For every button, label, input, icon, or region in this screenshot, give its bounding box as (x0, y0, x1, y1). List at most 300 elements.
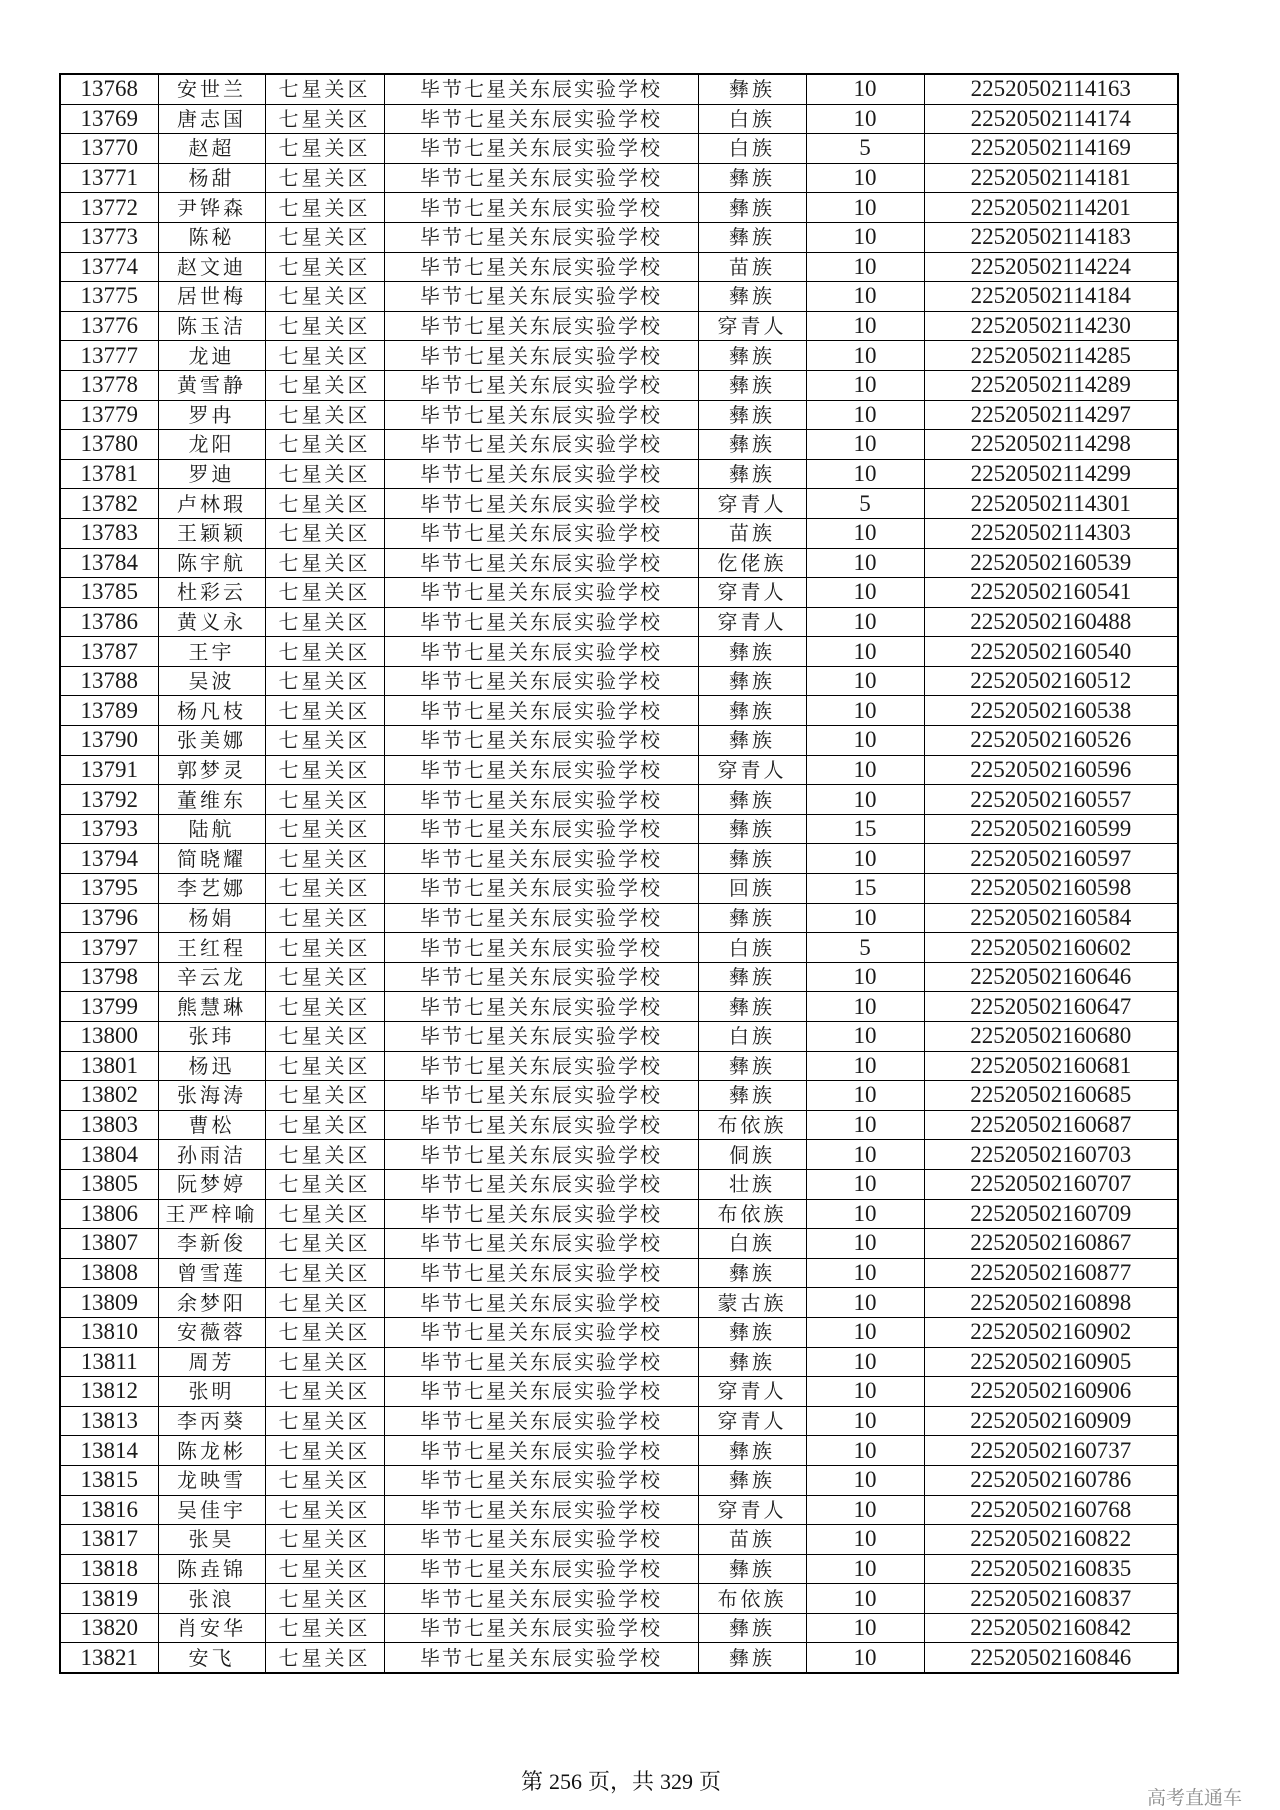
table-row (60, 607, 1178, 637)
name-cell: 陈龙彬 (158, 1436, 265, 1466)
table-row (60, 1317, 1178, 1347)
exam-id-cell: 22520502160646 (924, 962, 1178, 992)
school-cell: 毕节七星关东辰实验学校 (384, 1465, 698, 1495)
school-cell: 毕节七星关东辰实验学校 (384, 370, 698, 400)
ethnicity-cell: 穿青人 (698, 1495, 806, 1525)
table-row (60, 1169, 1178, 1199)
exam-id-cell: 22520502114289 (924, 370, 1178, 400)
name-cell: 安飞 (158, 1643, 265, 1673)
bonus-cell: 10 (806, 607, 924, 637)
district-cell: 七星关区 (265, 755, 384, 785)
name-cell: 龙迪 (158, 341, 265, 371)
seq-cell: 13783 (60, 518, 158, 548)
district-cell: 七星关区 (265, 1288, 384, 1318)
seq-cell: 13800 (60, 1022, 158, 1052)
district-cell: 七星关区 (265, 962, 384, 992)
exam-id-cell: 22520502160877 (924, 1258, 1178, 1288)
name-cell: 肖安华 (158, 1613, 265, 1643)
seq-cell: 13790 (60, 726, 158, 756)
bonus-cell: 10 (806, 282, 924, 312)
school-cell: 毕节七星关东辰实验学校 (384, 696, 698, 726)
school-cell: 毕节七星关东辰实验学校 (384, 1288, 698, 1318)
school-cell: 毕节七星关东辰实验学校 (384, 992, 698, 1022)
seq-cell: 13814 (60, 1436, 158, 1466)
school-cell: 毕节七星关东辰实验学校 (384, 1377, 698, 1407)
school-cell: 毕节七星关东辰实验学校 (384, 962, 698, 992)
table-row (60, 1199, 1178, 1229)
bonus-cell: 10 (806, 992, 924, 1022)
school-cell: 毕节七星关东辰实验学校 (384, 1140, 698, 1170)
seq-cell: 13819 (60, 1584, 158, 1614)
district-cell: 七星关区 (265, 134, 384, 164)
school-cell: 毕节七星关东辰实验学校 (384, 1643, 698, 1673)
bonus-cell: 10 (806, 341, 924, 371)
seq-cell: 13789 (60, 696, 158, 726)
name-cell: 李丙葵 (158, 1406, 265, 1436)
name-cell: 罗冉 (158, 400, 265, 430)
bonus-cell: 10 (806, 726, 924, 756)
ethnicity-cell: 布依族 (698, 1584, 806, 1614)
bonus-cell: 10 (806, 1258, 924, 1288)
bonus-cell: 10 (806, 370, 924, 400)
ethnicity-cell: 彝族 (698, 1081, 806, 1111)
ethnicity-cell: 彝族 (698, 844, 806, 874)
district-cell: 七星关区 (265, 1051, 384, 1081)
school-cell: 毕节七星关东辰实验学校 (384, 1584, 698, 1614)
table-row (60, 1613, 1178, 1643)
name-cell: 王宇 (158, 637, 265, 667)
district-cell: 七星关区 (265, 666, 384, 696)
district-cell: 七星关区 (265, 696, 384, 726)
ethnicity-cell: 蒙古族 (698, 1288, 806, 1318)
bonus-cell: 10 (806, 1199, 924, 1229)
district-cell: 七星关区 (265, 1643, 384, 1673)
bonus-cell: 10 (806, 1022, 924, 1052)
seq-cell: 13788 (60, 666, 158, 696)
table-row (60, 755, 1178, 785)
seq-cell: 13772 (60, 193, 158, 223)
bonus-cell: 10 (806, 844, 924, 874)
seq-cell: 13810 (60, 1317, 158, 1347)
name-cell: 阮梦婷 (158, 1169, 265, 1199)
name-cell: 王颖颖 (158, 518, 265, 548)
school-cell: 毕节七星关东辰实验学校 (384, 400, 698, 430)
district-cell: 七星关区 (265, 459, 384, 489)
school-cell: 毕节七星关东辰实验学校 (384, 548, 698, 578)
school-cell: 毕节七星关东辰实验学校 (384, 104, 698, 134)
name-cell: 张浪 (158, 1584, 265, 1614)
district-cell: 七星关区 (265, 518, 384, 548)
name-cell: 熊慧琳 (158, 992, 265, 1022)
name-cell: 安世兰 (158, 74, 265, 104)
district-cell: 七星关区 (265, 844, 384, 874)
table-row (60, 962, 1178, 992)
school-cell: 毕节七星关东辰实验学校 (384, 1495, 698, 1525)
bonus-cell: 10 (806, 1051, 924, 1081)
bonus-cell: 10 (806, 578, 924, 608)
district-cell: 七星关区 (265, 1110, 384, 1140)
ethnicity-cell: 彝族 (698, 962, 806, 992)
name-cell: 李艺娜 (158, 874, 265, 904)
name-cell: 周芳 (158, 1347, 265, 1377)
ethnicity-cell: 穿青人 (698, 1377, 806, 1407)
exam-id-cell: 22520502114181 (924, 163, 1178, 193)
seq-cell: 13804 (60, 1140, 158, 1170)
bonus-cell: 10 (806, 222, 924, 252)
school-cell: 毕节七星关东辰实验学校 (384, 726, 698, 756)
ethnicity-cell: 白族 (698, 933, 806, 963)
bonus-cell: 10 (806, 548, 924, 578)
district-cell: 七星关区 (265, 1140, 384, 1170)
ethnicity-cell: 彝族 (698, 222, 806, 252)
table-row (60, 1288, 1178, 1318)
bonus-cell: 10 (806, 1140, 924, 1170)
exam-id-cell: 22520502160680 (924, 1022, 1178, 1052)
exam-id-cell: 22520502114169 (924, 134, 1178, 164)
ethnicity-cell: 布依族 (698, 1199, 806, 1229)
bonus-cell: 5 (806, 489, 924, 519)
school-cell: 毕节七星关东辰实验学校 (384, 785, 698, 815)
district-cell: 七星关区 (265, 74, 384, 104)
ethnicity-cell: 彝族 (698, 903, 806, 933)
seq-cell: 13779 (60, 400, 158, 430)
name-cell: 杨娟 (158, 903, 265, 933)
name-cell: 杨甜 (158, 163, 265, 193)
seq-cell: 13799 (60, 992, 158, 1022)
table-row (60, 548, 1178, 578)
school-cell: 毕节七星关东辰实验学校 (384, 814, 698, 844)
seq-cell: 13770 (60, 134, 158, 164)
table-row (60, 1436, 1178, 1466)
school-cell: 毕节七星关东辰实验学校 (384, 1022, 698, 1052)
school-cell: 毕节七星关东辰实验学校 (384, 844, 698, 874)
watermark-text: 高考直通车 (1147, 1787, 1243, 1809)
bonus-cell: 10 (806, 193, 924, 223)
district-cell: 七星关区 (265, 311, 384, 341)
bonus-cell: 10 (806, 755, 924, 785)
bonus-cell: 10 (806, 1081, 924, 1111)
name-cell: 曹松 (158, 1110, 265, 1140)
exam-id-cell: 22520502160768 (924, 1495, 1178, 1525)
school-cell: 毕节七星关东辰实验学校 (384, 607, 698, 637)
district-cell: 七星关区 (265, 1081, 384, 1111)
name-cell: 黄雪静 (158, 370, 265, 400)
name-cell: 杨迅 (158, 1051, 265, 1081)
ethnicity-cell: 穿青人 (698, 1406, 806, 1436)
table-row (60, 252, 1178, 282)
exam-id-cell: 22520502160538 (924, 696, 1178, 726)
table-row (60, 726, 1178, 756)
table-row (60, 814, 1178, 844)
seq-cell: 13795 (60, 874, 158, 904)
school-cell: 毕节七星关东辰实验学校 (384, 1199, 698, 1229)
exam-id-cell: 22520502160687 (924, 1110, 1178, 1140)
exam-id-cell: 22520502160598 (924, 874, 1178, 904)
seq-cell: 13818 (60, 1554, 158, 1584)
ethnicity-cell: 彝族 (698, 696, 806, 726)
data-table (59, 73, 1179, 1674)
table-row (60, 578, 1178, 608)
ethnicity-cell: 苗族 (698, 1525, 806, 1555)
ethnicity-cell: 彝族 (698, 163, 806, 193)
exam-id-cell: 22520502160703 (924, 1140, 1178, 1170)
seq-cell: 13812 (60, 1377, 158, 1407)
exam-id-cell: 22520502160902 (924, 1317, 1178, 1347)
name-cell: 董维东 (158, 785, 265, 815)
school-cell: 毕节七星关东辰实验学校 (384, 518, 698, 548)
name-cell: 李新俊 (158, 1229, 265, 1259)
school-cell: 毕节七星关东辰实验学校 (384, 341, 698, 371)
ethnicity-cell: 白族 (698, 134, 806, 164)
school-cell: 毕节七星关东辰实验学校 (384, 311, 698, 341)
exam-id-cell: 22520502160647 (924, 992, 1178, 1022)
exam-id-cell: 22520502160898 (924, 1288, 1178, 1318)
school-cell: 毕节七星关东辰实验学校 (384, 933, 698, 963)
bonus-cell: 10 (806, 430, 924, 460)
table-row (60, 193, 1178, 223)
seq-cell: 13798 (60, 962, 158, 992)
school-cell: 毕节七星关东辰实验学校 (384, 1051, 698, 1081)
district-cell: 七星关区 (265, 370, 384, 400)
total-pages: 329 (660, 1769, 694, 1794)
bonus-cell: 15 (806, 814, 924, 844)
page-suffix: 页 (699, 1769, 722, 1794)
district-cell: 七星关区 (265, 1169, 384, 1199)
name-cell: 陈宇航 (158, 548, 265, 578)
name-cell: 唐志国 (158, 104, 265, 134)
seq-cell: 13778 (60, 370, 158, 400)
exam-id-cell: 22520502114230 (924, 311, 1178, 341)
bonus-cell: 10 (806, 1110, 924, 1140)
exam-id-cell: 22520502160846 (924, 1643, 1178, 1673)
seq-cell: 13793 (60, 814, 158, 844)
bonus-cell: 10 (806, 459, 924, 489)
seq-cell: 13780 (60, 430, 158, 460)
district-cell: 七星关区 (265, 992, 384, 1022)
exam-id-cell: 22520502160541 (924, 578, 1178, 608)
bonus-cell: 10 (806, 1377, 924, 1407)
bonus-cell: 10 (806, 1406, 924, 1436)
school-cell: 毕节七星关东辰实验学校 (384, 1317, 698, 1347)
district-cell: 七星关区 (265, 193, 384, 223)
district-cell: 七星关区 (265, 785, 384, 815)
school-cell: 毕节七星关东辰实验学校 (384, 1229, 698, 1259)
district-cell: 七星关区 (265, 341, 384, 371)
table-row (60, 1406, 1178, 1436)
bonus-cell: 15 (806, 874, 924, 904)
name-cell: 杨凡枝 (158, 696, 265, 726)
ethnicity-cell: 彝族 (698, 814, 806, 844)
seq-cell: 13809 (60, 1288, 158, 1318)
seq-cell: 13777 (60, 341, 158, 371)
bonus-cell: 10 (806, 1347, 924, 1377)
bonus-cell: 10 (806, 104, 924, 134)
district-cell: 七星关区 (265, 252, 384, 282)
school-cell: 毕节七星关东辰实验学校 (384, 637, 698, 667)
table-row (60, 1554, 1178, 1584)
ethnicity-cell: 彝族 (698, 282, 806, 312)
name-cell: 简晓耀 (158, 844, 265, 874)
seq-cell: 13797 (60, 933, 158, 963)
page-prefix: 第 (521, 1769, 544, 1794)
seq-cell: 13796 (60, 903, 158, 933)
seq-cell: 13782 (60, 489, 158, 519)
name-cell: 卢林瑕 (158, 489, 265, 519)
district-cell: 七星关区 (265, 1229, 384, 1259)
exam-id-cell: 22520502160786 (924, 1465, 1178, 1495)
district-cell: 七星关区 (265, 489, 384, 519)
name-cell: 余梦阳 (158, 1288, 265, 1318)
table-row (60, 1495, 1178, 1525)
table-row (60, 1377, 1178, 1407)
name-cell: 罗迪 (158, 459, 265, 489)
district-cell: 七星关区 (265, 400, 384, 430)
exam-id-cell: 22520502160599 (924, 814, 1178, 844)
district-cell: 七星关区 (265, 1584, 384, 1614)
table-row (60, 874, 1178, 904)
district-cell: 七星关区 (265, 222, 384, 252)
exam-id-cell: 22520502114299 (924, 459, 1178, 489)
exam-id-cell: 22520502160526 (924, 726, 1178, 756)
name-cell: 居世梅 (158, 282, 265, 312)
seq-cell: 13784 (60, 548, 158, 578)
exam-id-cell: 22520502114224 (924, 252, 1178, 282)
exam-id-cell: 22520502160596 (924, 755, 1178, 785)
bonus-cell: 5 (806, 933, 924, 963)
exam-id-cell: 22520502160737 (924, 1436, 1178, 1466)
ethnicity-cell: 彝族 (698, 430, 806, 460)
school-cell: 毕节七星关东辰实验学校 (384, 1258, 698, 1288)
name-cell: 张昊 (158, 1525, 265, 1555)
exam-id-cell: 22520502160539 (924, 548, 1178, 578)
bonus-cell: 10 (806, 1525, 924, 1555)
seq-cell: 13817 (60, 1525, 158, 1555)
current-page: 256 (549, 1769, 583, 1794)
table-row (60, 1584, 1178, 1614)
seq-cell: 13807 (60, 1229, 158, 1259)
table-row (60, 1525, 1178, 1555)
ethnicity-cell: 白族 (698, 1229, 806, 1259)
table-row (60, 903, 1178, 933)
seq-cell: 13816 (60, 1495, 158, 1525)
name-cell: 陈玉洁 (158, 311, 265, 341)
table-row (60, 311, 1178, 341)
exam-id-cell: 22520502114298 (924, 430, 1178, 460)
bonus-cell: 10 (806, 696, 924, 726)
seq-cell: 13769 (60, 104, 158, 134)
bonus-cell: 10 (806, 1554, 924, 1584)
ethnicity-cell: 彝族 (698, 341, 806, 371)
exam-id-cell: 22520502114174 (924, 104, 1178, 134)
exam-id-cell: 22520502160597 (924, 844, 1178, 874)
exam-id-cell: 22520502114297 (924, 400, 1178, 430)
seq-cell: 13805 (60, 1169, 158, 1199)
bonus-cell: 10 (806, 1643, 924, 1673)
district-cell: 七星关区 (265, 607, 384, 637)
name-cell: 张海涛 (158, 1081, 265, 1111)
seq-cell: 13786 (60, 607, 158, 637)
exam-id-cell: 22520502114184 (924, 282, 1178, 312)
ethnicity-cell: 苗族 (698, 518, 806, 548)
table-row (60, 341, 1178, 371)
seq-cell: 13811 (60, 1347, 158, 1377)
district-cell: 七星关区 (265, 874, 384, 904)
exam-id-cell: 22520502160837 (924, 1584, 1178, 1614)
table-row (60, 74, 1178, 104)
seq-cell: 13821 (60, 1643, 158, 1673)
school-cell: 毕节七星关东辰实验学校 (384, 1406, 698, 1436)
table-row (60, 933, 1178, 963)
bonus-cell: 10 (806, 1465, 924, 1495)
district-cell: 七星关区 (265, 903, 384, 933)
district-cell: 七星关区 (265, 1377, 384, 1407)
district-cell: 七星关区 (265, 282, 384, 312)
ethnicity-cell: 彝族 (698, 1347, 806, 1377)
name-cell: 吴佳宇 (158, 1495, 265, 1525)
seq-cell: 13791 (60, 755, 158, 785)
district-cell: 七星关区 (265, 163, 384, 193)
school-cell: 毕节七星关东辰实验学校 (384, 1525, 698, 1555)
bonus-cell: 10 (806, 1288, 924, 1318)
table-row (60, 518, 1178, 548)
name-cell: 陈垚锦 (158, 1554, 265, 1584)
bonus-cell: 10 (806, 637, 924, 667)
table-row (60, 666, 1178, 696)
seq-cell: 13776 (60, 311, 158, 341)
exam-id-cell: 22520502160707 (924, 1169, 1178, 1199)
table-row (60, 1465, 1178, 1495)
name-cell: 陈秘 (158, 222, 265, 252)
district-cell: 七星关区 (265, 726, 384, 756)
table-row (60, 282, 1178, 312)
name-cell: 吴波 (158, 666, 265, 696)
district-cell: 七星关区 (265, 1258, 384, 1288)
school-cell: 毕节七星关东辰实验学校 (384, 74, 698, 104)
exam-id-cell: 22520502114183 (924, 222, 1178, 252)
seq-cell: 13768 (60, 74, 158, 104)
table-row (60, 222, 1178, 252)
school-cell: 毕节七星关东辰实验学校 (384, 459, 698, 489)
ethnicity-cell: 彝族 (698, 666, 806, 696)
name-cell: 赵超 (158, 134, 265, 164)
district-cell: 七星关区 (265, 104, 384, 134)
ethnicity-cell: 彝族 (698, 370, 806, 400)
bonus-cell: 10 (806, 400, 924, 430)
exam-id-cell: 22520502160540 (924, 637, 1178, 667)
bonus-cell: 10 (806, 163, 924, 193)
exam-id-cell: 22520502160842 (924, 1613, 1178, 1643)
district-cell: 七星关区 (265, 1022, 384, 1052)
exam-id-cell: 22520502160905 (924, 1347, 1178, 1377)
name-cell: 杜彩云 (158, 578, 265, 608)
district-cell: 七星关区 (265, 1525, 384, 1555)
school-cell: 毕节七星关东辰实验学校 (384, 1081, 698, 1111)
ethnicity-cell: 彝族 (698, 400, 806, 430)
ethnicity-cell: 穿青人 (698, 755, 806, 785)
seq-cell: 13792 (60, 785, 158, 815)
exam-id-cell: 22520502160835 (924, 1554, 1178, 1584)
ethnicity-cell: 白族 (698, 104, 806, 134)
table-row (60, 370, 1178, 400)
district-cell: 七星关区 (265, 1199, 384, 1229)
district-cell: 七星关区 (265, 933, 384, 963)
bonus-cell: 10 (806, 1169, 924, 1199)
ethnicity-cell: 穿青人 (698, 578, 806, 608)
ethnicity-cell: 彝族 (698, 1258, 806, 1288)
district-cell: 七星关区 (265, 1465, 384, 1495)
school-cell: 毕节七星关东辰实验学校 (384, 578, 698, 608)
name-cell: 王红程 (158, 933, 265, 963)
